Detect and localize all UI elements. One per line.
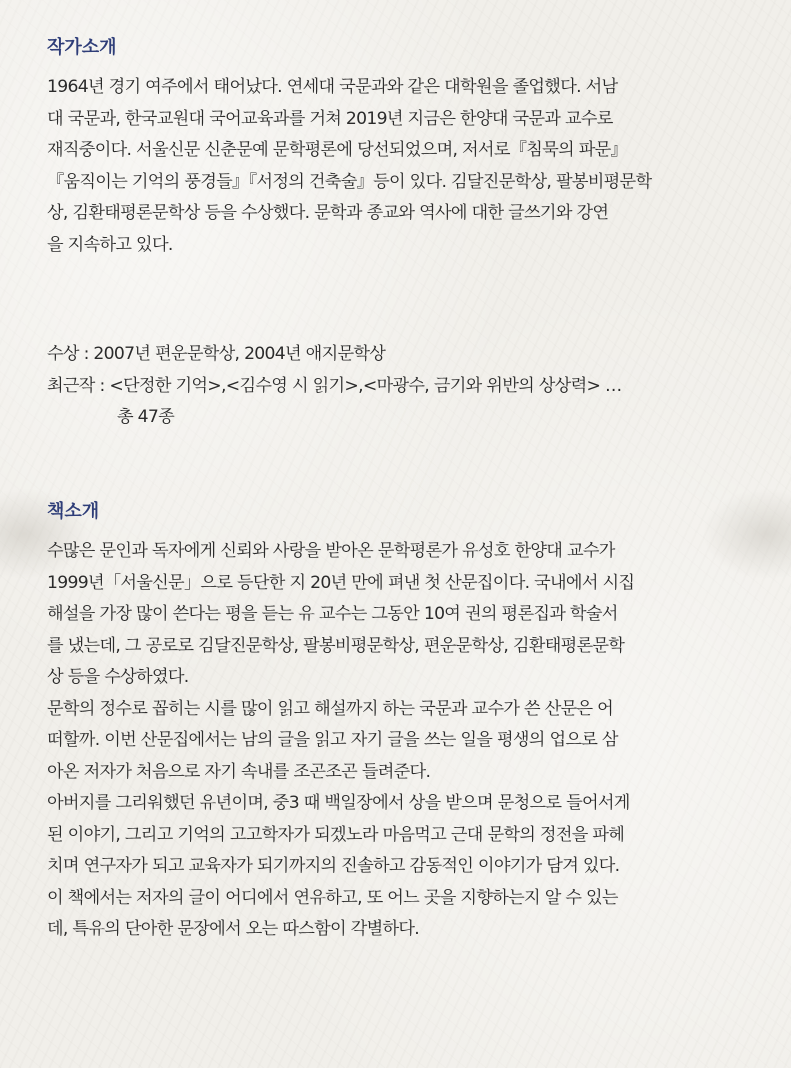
author-awards [47, 339, 747, 434]
book-intro-line: 떠할까. 이번 산문집에서는 남의 글을 읽고 자기 글을 쓰는 일을 평생의 업으로 삼 [47, 730, 618, 750]
author-bio-line: 을 지속하고 있다. [47, 234, 173, 255]
book-intro-line: 이 책에서는 저자의 글이 어디에서 연유하고, 또 어느 곳을 지향하는지 알 수 있는 [47, 887, 618, 908]
book-intro-line: 문학의 정수로 꼽히는 시를 많이 읽고 해설까지 하는 국문과 교수가 쓴 산문은 어 [47, 698, 614, 719]
awards-line: 수상 : 2007년 편운문학상, 2004년 애지문학상 [47, 344, 386, 364]
author-bio-line: 상, 김환태평론문학상 등을 수상했다. 문학과 종교와 역사에 대한 글쓰기와 강연 [47, 203, 609, 223]
book-intro-line: 상 등을 수상하였다. [47, 667, 189, 687]
book-intro-line: 수많은 문인과 독자에게 신뢰와 사랑을 받아온 문학평론가 유성호 한양대 교수가 [47, 541, 615, 561]
author-heading: 작가소개 [47, 37, 117, 58]
recent-works-line: 최근작 : <단정한 기억>,<김수영 시 읽기>,<마광수, 금기와 위반의 상상력> … [47, 375, 622, 396]
book-intro [47, 536, 747, 946]
author-bio [47, 72, 747, 261]
book-intro-line: 해설을 가장 많이 쓴다는 평을 듣는 유 교수는 그동안 10여 권의 평론집과 학술서 [47, 604, 618, 624]
author-bio-line: 『움직이는 기억의 풍경들』『서정의 건축술』등이 있다. 김달진문학상, 팔봉비평문학 [47, 171, 652, 192]
book-intro-line: 데, 특유의 단아한 문장에서 오는 따스함이 각별하다. [47, 919, 420, 939]
book-section [47, 500, 747, 524]
total-works-line: 총 47종 [117, 407, 175, 427]
book-intro-line: 아버지를 그리워했던 유년이며, 중3 때 백일장에서 상을 받으며 문청으로 들어서게 [47, 793, 630, 813]
book-intro-line: 된 이야기, 그리고 기억의 고고학자가 되겠노라 마음먹고 근대 문학의 정전을 파헤 [47, 824, 625, 845]
author-bio-line: 대 국문과, 한국교원대 국어교육과를 거쳐 2019년 지금은 한양대 국문과 교수로 [47, 108, 613, 129]
book-intro-line: 치며 연구자가 되고 교육자가 되기까지의 진솔하고 감동적인 이야기가 담겨 있다. [47, 856, 620, 876]
author-bio-line: 재직중이다. 서울신문 신춘문예 문학평론에 당선되었으며, 저서로『침묵의 파문』 [47, 140, 627, 160]
book-intro-line: 1999년「서울신문」으로 등단한 지 20년 만에 펴낸 첫 산문집이다. 국내에서 시집 [47, 572, 635, 593]
author-section [47, 36, 747, 60]
book-intro-line: 를 냈는데, 그 공로로 김달진문학상, 팔봉비평문학상, 편운문학상, 김환태평론문학 [47, 635, 625, 656]
author-bio-line: 1964년 경기 여주에서 태어났다. 연세대 국문과와 같은 대학원을 졸업했다. 서남 [47, 77, 618, 97]
book-intro-line: 아온 저자가 처음으로 자기 속내를 조곤조곤 들려준다. [47, 761, 431, 782]
book-heading: 책소개 [47, 501, 100, 522]
